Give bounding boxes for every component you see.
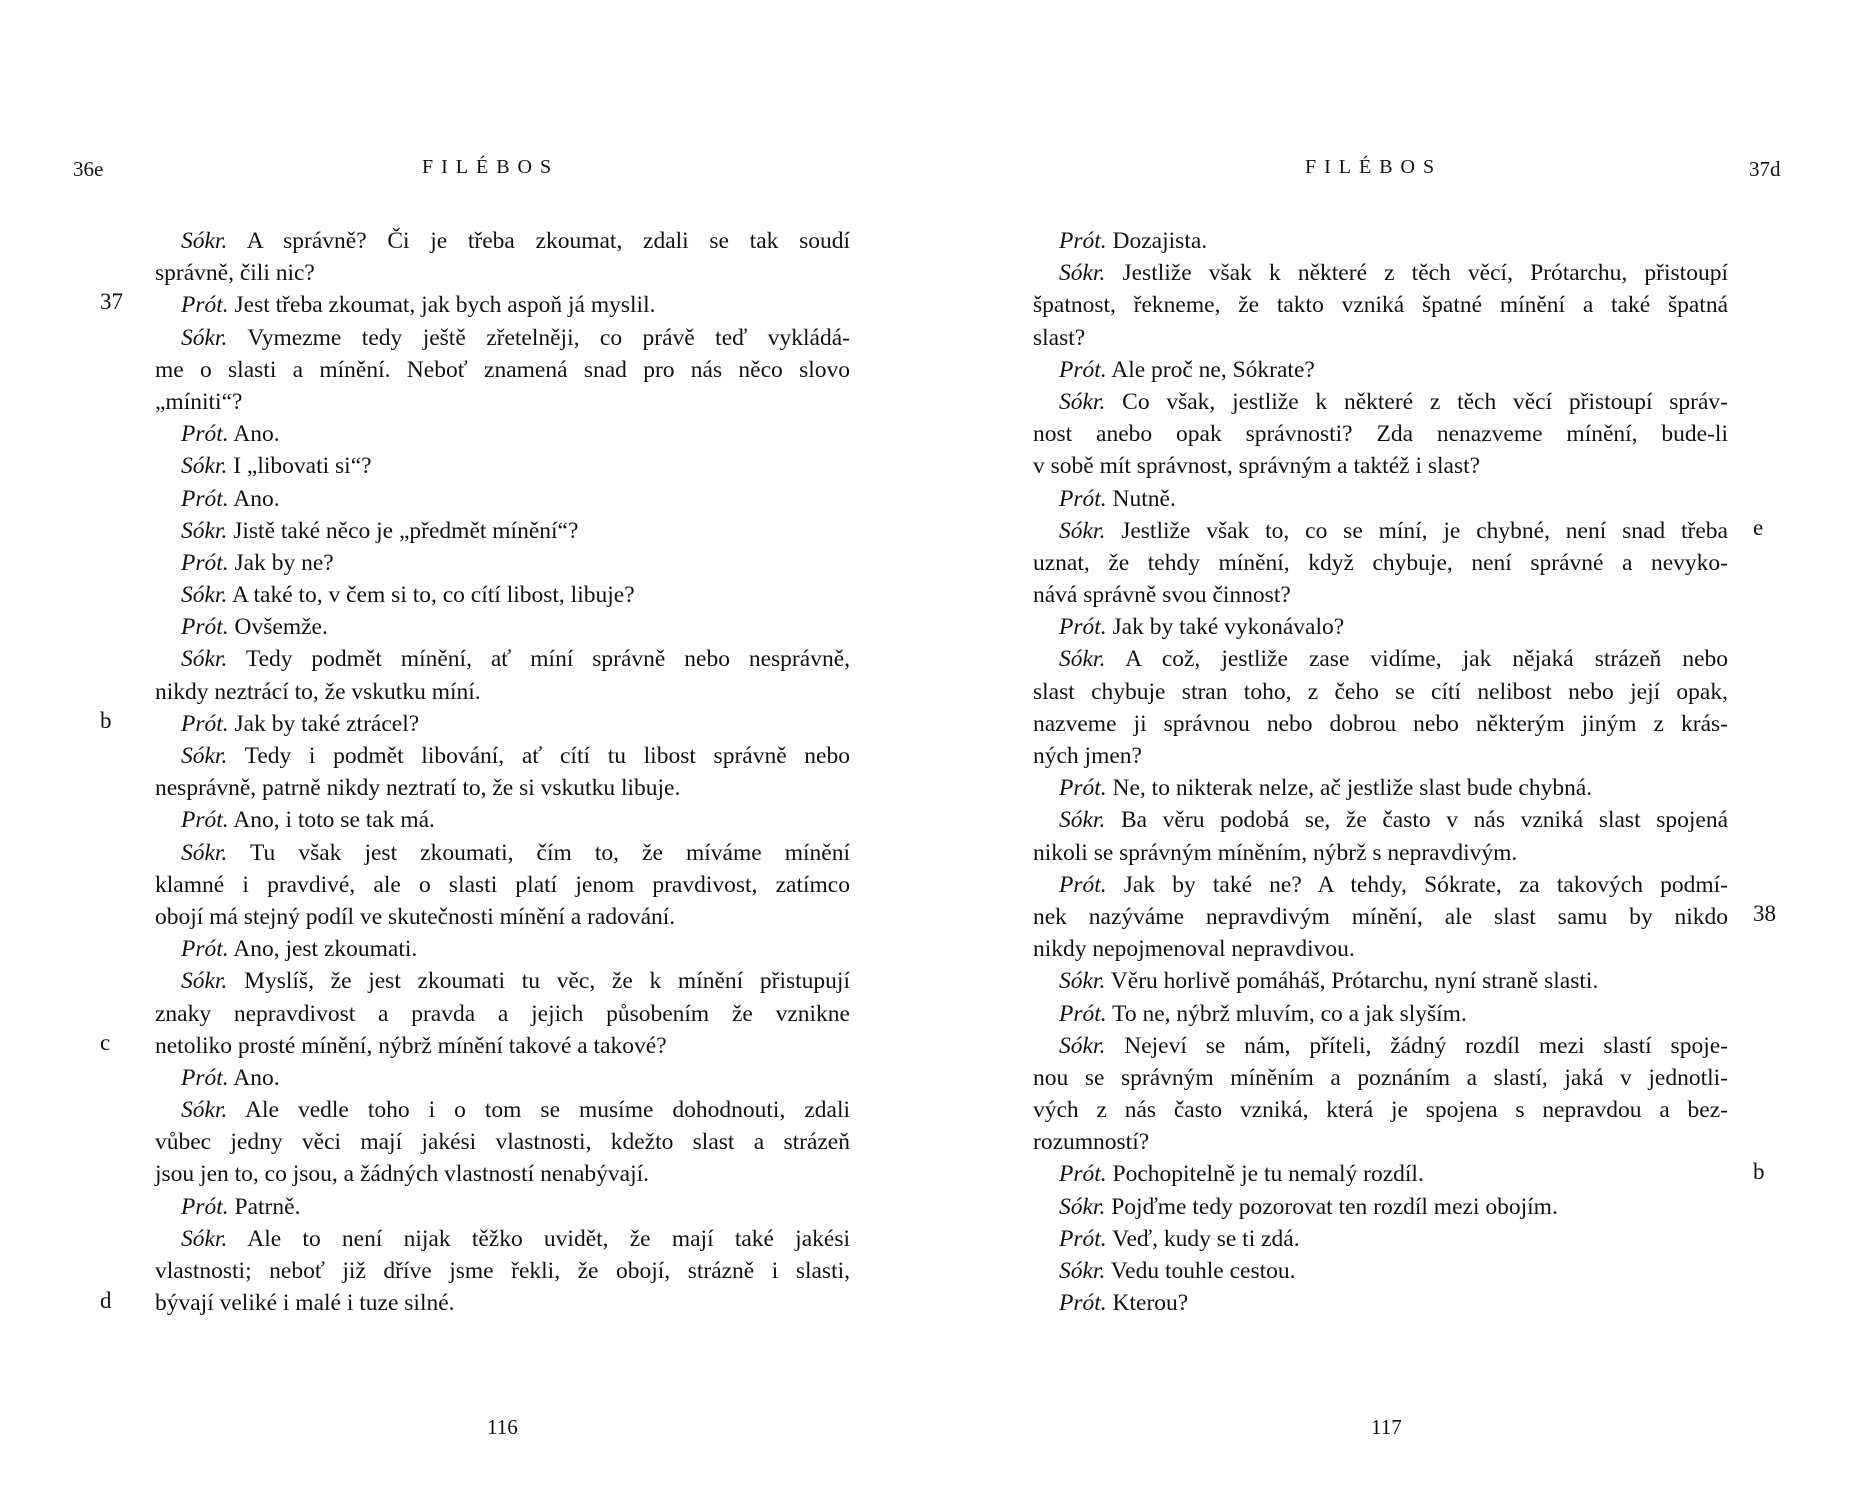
speaker-label: Prót. bbox=[1059, 356, 1107, 383]
text-line bbox=[155, 1094, 850, 1126]
speaker-label: Sókr. bbox=[1059, 646, 1106, 673]
speaker-label: Prót. bbox=[181, 807, 229, 834]
line-text: Vymezme tedy ještě zřetelněji, co právě teď vykládá- bbox=[227, 324, 850, 351]
speaker-label: Sókr. bbox=[1059, 1258, 1106, 1284]
text-line bbox=[155, 804, 850, 836]
line-text: Nejeví se nám, příteli, žádný rozdíl mezi slastí spoje- bbox=[1105, 1032, 1728, 1059]
text-line bbox=[1033, 547, 1728, 579]
speaker-label: Sókr. bbox=[1059, 260, 1106, 287]
line-text: vých z nás často vzniká, která je spojena s nepravdou a bez- bbox=[1033, 1097, 1728, 1124]
line-text: Ano, jest zkoumati. bbox=[228, 936, 418, 963]
line-text: Tedy podmět mínění, ať míní správně nebo nesprávně, bbox=[227, 646, 850, 673]
speaker-label: Prót. bbox=[1059, 1161, 1107, 1188]
line-text: Jest třeba zkoumat, jak bych aspoň já myslil. bbox=[228, 292, 656, 319]
speaker-label: Prót. bbox=[181, 549, 229, 576]
speaker-label: Sókr. bbox=[1059, 388, 1106, 415]
line-text: vůbec jedny věci mají jakési vlastnosti, kdežto slast a strázeň bbox=[155, 1129, 850, 1156]
text-line bbox=[1033, 418, 1728, 450]
text-line bbox=[1033, 998, 1728, 1030]
text-line bbox=[1033, 611, 1728, 643]
text-line bbox=[1033, 1030, 1728, 1062]
line-text: jsou jen to, co jsou, a žádných vlastností nenabývají. bbox=[155, 1161, 650, 1188]
text-line bbox=[1033, 289, 1728, 321]
speaker-label: Sókr. bbox=[181, 517, 228, 544]
text-line bbox=[155, 1255, 850, 1287]
line-text: v sobě mít správnost, správným a taktéž i slast? bbox=[1033, 453, 1481, 480]
speaker-label: Prót. bbox=[181, 485, 229, 512]
text-line bbox=[155, 257, 850, 289]
text-line bbox=[1033, 901, 1728, 933]
line-text: Ano. bbox=[228, 485, 280, 512]
text-column bbox=[1033, 225, 1728, 1319]
line-text: me o slasti a mínění. Neboť znamená snad pro nás něco slovo bbox=[155, 356, 850, 383]
speaker-label: Prót. bbox=[1059, 775, 1107, 802]
speaker-label: Prót. bbox=[1059, 485, 1107, 512]
line-text: A což, jestliže zase vidíme, jak nějaká strázeň nebo bbox=[1105, 646, 1728, 673]
line-text: vlastnosti; neboť již dříve jsme řekli, že obojí, strázně i slasti, bbox=[155, 1258, 850, 1284]
line-text: Jak by také ne? A tehdy, Sókrate, za takových podmí- bbox=[1106, 871, 1728, 898]
text-line bbox=[155, 740, 850, 772]
speaker-label: Prót. bbox=[1059, 614, 1107, 641]
line-text: Tedy i podmět libování, ať cítí tu libost správně nebo bbox=[227, 743, 850, 769]
text-line bbox=[1033, 1255, 1728, 1287]
text-line bbox=[1033, 676, 1728, 708]
text-line bbox=[155, 772, 850, 804]
text-line bbox=[1033, 257, 1728, 289]
line-text: nává správně svou činnost? bbox=[1033, 582, 1291, 609]
text-line bbox=[155, 450, 850, 482]
text-line bbox=[1033, 225, 1728, 257]
text-line bbox=[155, 225, 850, 257]
line-text: Myslíš, že jest zkoumati tu věc, že k mínění přistupují bbox=[227, 968, 850, 995]
line-text: nikdy nepojmenoval nepravdivou. bbox=[1033, 936, 1355, 963]
line-text: To ne, nýbrž mluvím, co a jak slyším. bbox=[1106, 1000, 1467, 1027]
stephanus-margin-marker: b bbox=[1753, 1158, 1765, 1184]
speaker-label: Prót. bbox=[181, 292, 229, 319]
text-line bbox=[1033, 740, 1728, 772]
line-text: A správně? Či je třeba zkoumat, zdali se tak soudí bbox=[227, 228, 850, 254]
line-text: klamné i pravdivé, ale o slasti platí jenom pravdivost, zatímco bbox=[155, 871, 850, 898]
speaker-label: Sókr. bbox=[181, 453, 228, 480]
line-text: Pojďme tedy pozorovat ten rozdíl mezi obojím. bbox=[1105, 1193, 1558, 1220]
stephanus-margin-marker: d bbox=[100, 1287, 112, 1313]
line-text: Ano. bbox=[228, 1064, 280, 1091]
line-text: I „libovati si“? bbox=[227, 453, 372, 480]
text-line bbox=[155, 1062, 850, 1094]
speaker-label: Prót. bbox=[1059, 871, 1107, 898]
stephanus-margin-marker: b bbox=[100, 708, 112, 733]
speaker-label: Sókr. bbox=[1059, 517, 1106, 544]
text-column bbox=[155, 225, 850, 1319]
text-line bbox=[1033, 1062, 1728, 1094]
line-text: špatnost, řekneme, že takto vzniká špatné mínění a také špatná bbox=[1033, 292, 1728, 319]
line-text: Kterou? bbox=[1106, 1290, 1189, 1317]
text-line bbox=[1033, 322, 1728, 354]
running-head: FILÉBOS bbox=[1305, 156, 1443, 178]
line-text: Ovšemže. bbox=[228, 614, 328, 641]
line-text: Pochopitelně je tu nemalý rozdíl. bbox=[1106, 1161, 1424, 1188]
speaker-label: Sókr. bbox=[181, 646, 228, 673]
page-number: 116 bbox=[487, 1415, 518, 1439]
speaker-label: Sókr. bbox=[181, 743, 228, 769]
speaker-label: Sókr. bbox=[1059, 1193, 1106, 1220]
text-line bbox=[155, 579, 850, 611]
text-line bbox=[1033, 965, 1728, 997]
text-line bbox=[155, 1223, 850, 1255]
stephanus-margin-marker: 37 bbox=[100, 289, 123, 315]
line-text: nek nazýváme nepravdivým mínění, ale slast samu by nikdo bbox=[1033, 903, 1728, 930]
speaker-label: Prót. bbox=[181, 710, 229, 737]
text-line bbox=[155, 1191, 850, 1223]
speaker-label: Sókr. bbox=[1059, 1032, 1106, 1059]
line-text: obojí má stejný podíl ve skutečnosti mínění a radování. bbox=[155, 903, 676, 930]
page-number: 117 bbox=[1371, 1415, 1402, 1439]
text-line bbox=[155, 869, 850, 901]
text-line bbox=[1033, 1223, 1728, 1255]
text-line bbox=[1033, 708, 1728, 740]
stephanus-margin-marker: 38 bbox=[1753, 901, 1776, 927]
stephanus-reference-top: 37d bbox=[1749, 157, 1781, 181]
text-line bbox=[1033, 1158, 1728, 1190]
line-text: Vedu touhle cestou. bbox=[1105, 1258, 1296, 1284]
speaker-label: Prót. bbox=[181, 1064, 229, 1091]
speaker-label: Prót. bbox=[181, 614, 229, 641]
speaker-label: Sókr. bbox=[1059, 807, 1106, 834]
speaker-label: Sókr. bbox=[181, 1097, 228, 1124]
speaker-label: Prót. bbox=[181, 1193, 229, 1220]
speaker-label: Prót. bbox=[1059, 1225, 1107, 1252]
text-line bbox=[155, 998, 850, 1030]
text-line bbox=[1033, 450, 1728, 482]
text-line bbox=[1033, 837, 1728, 869]
speaker-label: Prót. bbox=[181, 421, 229, 448]
line-text: „míniti“? bbox=[155, 388, 243, 415]
speaker-label: Sókr. bbox=[181, 228, 228, 254]
line-text: Jestliže však to, co se míní, je chybné, není snad třeba bbox=[1105, 517, 1728, 544]
line-text: Ale vedle toho i o tom se musíme dohodnouti, zdali bbox=[227, 1097, 850, 1124]
text-line bbox=[155, 1030, 850, 1062]
text-line bbox=[155, 322, 850, 354]
text-line bbox=[1033, 386, 1728, 418]
line-text: znaky nepravdivost a pravda a jejich působením že vznikne bbox=[155, 1000, 850, 1027]
text-line bbox=[155, 289, 850, 321]
text-line bbox=[1033, 804, 1728, 836]
text-line bbox=[155, 1126, 850, 1158]
running-head: FILÉBOS bbox=[422, 156, 560, 178]
speaker-label: Sókr. bbox=[181, 839, 228, 866]
line-text: nikoli se správným míněním, nýbrž s nepravdivým. bbox=[1033, 839, 1518, 866]
line-text: Nutně. bbox=[1106, 485, 1176, 512]
text-line bbox=[155, 418, 850, 450]
speaker-label: Sókr. bbox=[181, 968, 228, 995]
text-line bbox=[1033, 515, 1728, 547]
line-text: Ne, to nikterak nelze, ač jestliže slast bude chybná. bbox=[1106, 775, 1593, 802]
line-text: rozumností? bbox=[1033, 1129, 1150, 1156]
line-text: Ano, i toto se tak má. bbox=[228, 807, 435, 834]
line-text: slast chybuje stran toho, z čeho se cítí nelibost nebo její opak, bbox=[1033, 678, 1728, 705]
line-text: Dozajista. bbox=[1106, 228, 1208, 254]
text-line bbox=[155, 611, 850, 643]
text-line bbox=[1033, 1191, 1728, 1223]
speaker-label: Sókr. bbox=[181, 1225, 228, 1252]
text-line bbox=[1033, 483, 1728, 515]
line-text: netoliko prosté mínění, nýbrž mínění takové a takové? bbox=[155, 1032, 667, 1059]
stephanus-reference-top: 36e bbox=[73, 157, 104, 181]
line-text: Ba věru podobá se, že často v nás vzniká slast spojená bbox=[1105, 807, 1728, 834]
line-text: Věru horlivě pomáháš, Prótarchu, nyní straně slasti. bbox=[1105, 968, 1599, 995]
text-line bbox=[155, 676, 850, 708]
text-line bbox=[155, 483, 850, 515]
text-line bbox=[1033, 643, 1728, 675]
line-text: správně, čili nic? bbox=[155, 260, 315, 287]
text-line bbox=[155, 354, 850, 386]
line-text: Jak by také ztrácel? bbox=[228, 710, 420, 737]
speaker-label: Prót. bbox=[1059, 1290, 1107, 1317]
speaker-label: Prót. bbox=[181, 936, 229, 963]
speaker-label: Sókr. bbox=[181, 582, 228, 609]
line-text: Jak by také vykonávalo? bbox=[1106, 614, 1345, 641]
text-line bbox=[155, 965, 850, 997]
text-line bbox=[1033, 772, 1728, 804]
line-text: Co však, jestliže k některé z těch věcí přistoupí správ- bbox=[1105, 388, 1728, 415]
text-line bbox=[155, 901, 850, 933]
line-text: nazveme ji správnou nebo dobrou nebo některým jiným z krás- bbox=[1033, 710, 1728, 737]
line-text: uznat, že tehdy mínění, když chybuje, není správné a nevyko- bbox=[1033, 549, 1728, 576]
line-text: Ano. bbox=[228, 421, 280, 448]
line-text: Patrně. bbox=[228, 1193, 301, 1220]
text-line bbox=[1033, 579, 1728, 611]
text-line bbox=[155, 386, 850, 418]
text-line bbox=[1033, 1126, 1728, 1158]
line-text: nost anebo opak správnosti? Zda nenazveme mínění, bude-li bbox=[1033, 421, 1728, 448]
speaker-label: Sókr. bbox=[1059, 968, 1106, 995]
line-text: Veď, kudy se ti zdá. bbox=[1106, 1225, 1300, 1252]
text-line bbox=[1033, 1287, 1728, 1319]
line-text: Tu však jest zkoumati, čím to, že míváme mínění bbox=[227, 839, 850, 866]
text-line bbox=[155, 708, 850, 740]
line-text: nou se správným míněním a poznáním a slastí, jaká v jednotli- bbox=[1033, 1064, 1728, 1091]
line-text: nikdy neztrácí to, že vskutku míní. bbox=[155, 678, 481, 705]
stephanus-margin-marker: c bbox=[100, 1030, 111, 1055]
text-line bbox=[1033, 354, 1728, 386]
speaker-label: Sókr. bbox=[181, 324, 228, 351]
text-line bbox=[155, 515, 850, 547]
speaker-label: Prót. bbox=[1059, 228, 1107, 254]
text-line bbox=[155, 837, 850, 869]
text-line bbox=[1033, 869, 1728, 901]
text-line bbox=[155, 1287, 850, 1319]
stephanus-margin-marker: e bbox=[1753, 514, 1764, 540]
text-line bbox=[1033, 933, 1728, 965]
line-text: Ale to není nijak těžko uvidět, že mají také jakési bbox=[227, 1225, 850, 1252]
text-line bbox=[155, 1158, 850, 1190]
line-text: Jak by ne? bbox=[228, 549, 334, 576]
right-page bbox=[931, 0, 1862, 1501]
line-text: Ale proč ne, Sókrate? bbox=[1106, 356, 1315, 383]
line-text: slast? bbox=[1033, 324, 1086, 351]
text-line bbox=[1033, 1094, 1728, 1126]
text-line bbox=[155, 933, 850, 965]
text-line bbox=[155, 547, 850, 579]
text-line bbox=[155, 643, 850, 675]
line-text: A také to, v čem si to, co cítí libost, libuje? bbox=[227, 582, 635, 609]
speaker-label: Prót. bbox=[1059, 1000, 1107, 1027]
line-text: Jistě také něco je „předmět mínění“? bbox=[227, 517, 579, 544]
line-text: Jestliže však k některé z těch věcí, Prótarchu, přistoupí bbox=[1105, 260, 1728, 287]
line-text: nesprávně, patrně nikdy neztratí to, že si vskutku libuje. bbox=[155, 775, 681, 802]
line-text: bývají veliké i malé i tuze silné. bbox=[155, 1290, 455, 1317]
line-text: ných jmen? bbox=[1033, 743, 1142, 769]
